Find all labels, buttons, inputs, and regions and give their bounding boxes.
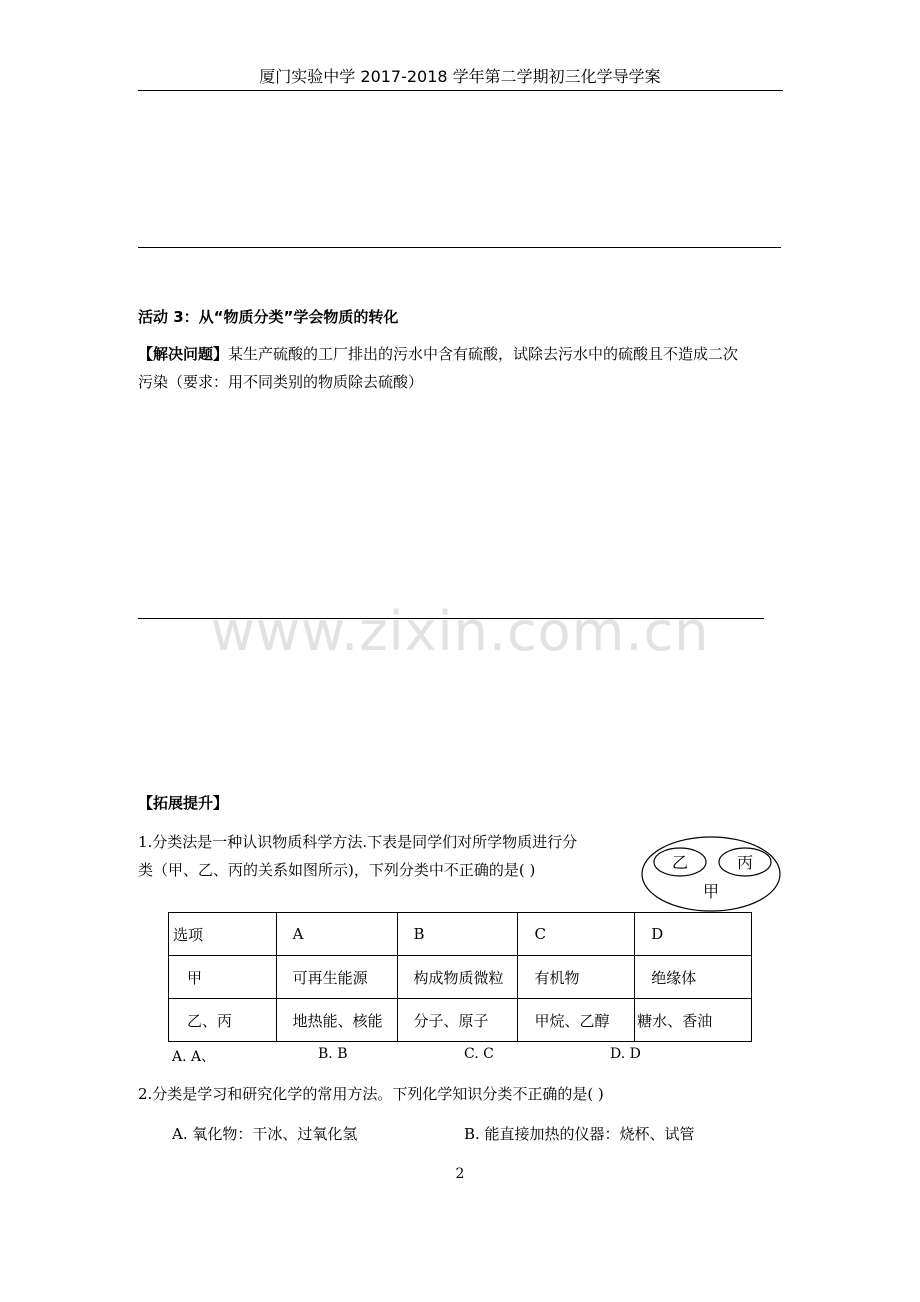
table-cell: 绝缘体 <box>635 956 752 999</box>
diagram-label-yi: 乙 <box>671 853 689 872</box>
problem-tag: 【解决问题】 <box>138 345 229 363</box>
page-header-title: 厦门实验中学 2017-2018 学年第二学期初三化学导学案 <box>259 67 661 86</box>
choice-d: D. D <box>610 1046 641 1062</box>
choice-b: B. B <box>318 1046 348 1062</box>
diagram-label-jia: 甲 <box>702 882 720 901</box>
watermark: www.zixin.com.cn <box>210 600 710 663</box>
table-cell: 糖水、香油 <box>635 999 752 1042</box>
extension-heading: 【拓展提升】 <box>138 794 229 812</box>
table-cell: 可再生能源 <box>276 956 397 999</box>
activity3-title: 活动 3：从“物质分类”学会物质的转化 <box>138 308 399 326</box>
table-cell: 选项 <box>169 913 277 956</box>
table-cell: 地热能、核能 <box>276 999 397 1042</box>
table-cell: 甲烷、乙醇 <box>518 999 635 1042</box>
table-cell: C <box>518 913 635 956</box>
table-cell: 构成物质微粒 <box>397 956 518 999</box>
options-table <box>168 912 752 1042</box>
choice-a: A. A、 <box>172 1049 216 1065</box>
question-1-line-1: 1.分类法是一种认识物质科学方法.下表是同学们对所学物质进行分 <box>138 833 578 851</box>
question-2-choice-a: A. 氧化物：干冰、过氧化氢 <box>172 1125 358 1143</box>
problem-line-2: 污染（要求：用不同类别的物质除去硫酸） <box>138 373 424 391</box>
problem-line-1: 某生产硫酸的工厂排出的污水中含有硫酸，试除去污水中的硫酸且不造成二次 <box>228 345 739 363</box>
question-2-choice-b: B. 能直接加热的仪器：烧杯、试管 <box>464 1125 695 1143</box>
table-cell: 有机物 <box>518 956 635 999</box>
table-cell: 甲 <box>169 956 277 999</box>
problem-paragraph <box>138 340 788 396</box>
table-row <box>169 913 752 956</box>
header-divider <box>138 90 783 91</box>
table-cell: 乙、丙 <box>169 999 277 1042</box>
question-1-stem <box>138 828 638 884</box>
table-cell: D <box>635 913 752 956</box>
table-cell: A <box>276 913 397 956</box>
answer-line <box>138 247 781 248</box>
diagram-label-bing: 丙 <box>736 853 754 872</box>
question-1-line-2: 类（甲、乙、丙的关系如图所示)，下列分类中不正确的是( ) <box>138 861 536 879</box>
page-number: 2 <box>455 1166 465 1182</box>
table-cell: 分子、原子 <box>397 999 518 1042</box>
classification-diagram <box>640 835 782 913</box>
question-2-stem: 2.分类是学习和研究化学的常用方法。下列化学知识分类不正确的是( ) <box>138 1085 604 1103</box>
table-cell: B <box>397 913 518 956</box>
choice-c: C. C <box>464 1046 494 1062</box>
table-row <box>169 956 752 999</box>
table-row <box>169 999 752 1042</box>
